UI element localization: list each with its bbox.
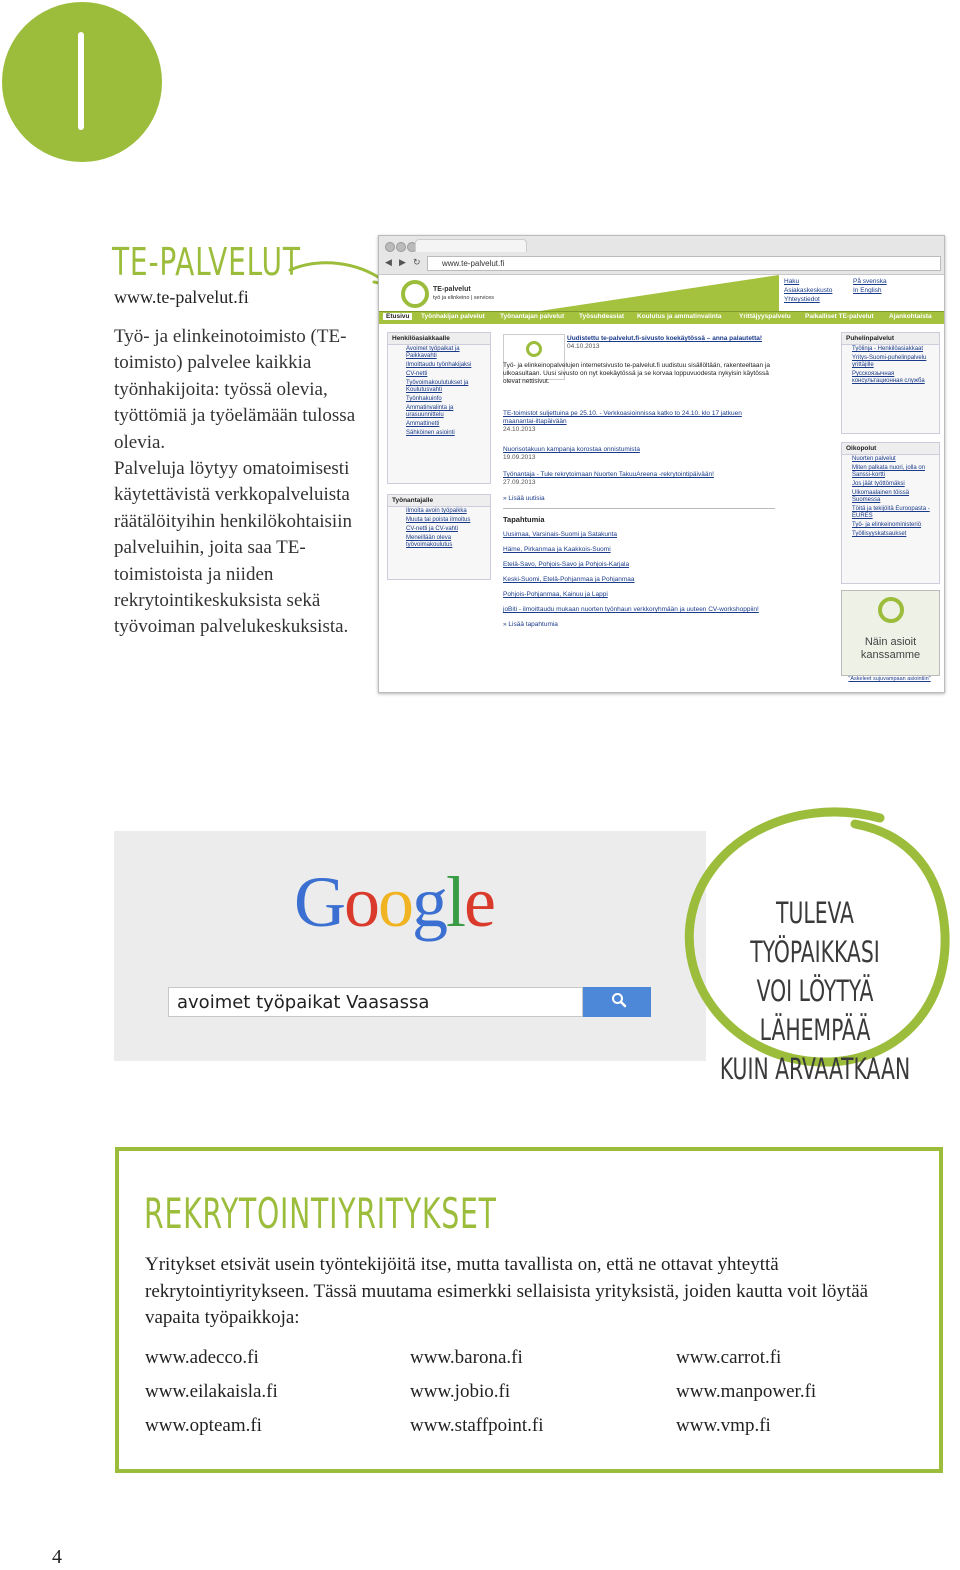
sidebar-link[interactable]: Töitä ja tekijöitä Euroopasta - EURES: [852, 506, 930, 519]
google-logo: [294, 862, 494, 942]
top-links-left: [784, 277, 832, 304]
nav-tyonantaja[interactable]: Työnantajan palvelut: [500, 313, 565, 320]
top-link-svenska[interactable]: På svenska: [853, 278, 887, 285]
event-link[interactable]: Keski-Suomi, Etelä-Pohjanmaa ja Pohjanmaa: [503, 576, 635, 583]
nav-tyosuhde[interactable]: Työsuhdeasiat: [579, 313, 625, 320]
sidebar-link[interactable]: Miten palkata nuori, jolla on Sanssi-kortti: [852, 465, 926, 478]
sidebar-link[interactable]: Työ- ja elinkeinoministeriö: [852, 522, 922, 528]
back-icon[interactable]: ◀: [385, 257, 392, 267]
sidebar-link[interactable]: CV-netti: [406, 371, 428, 377]
google-search-input[interactable]: avoimet työpaikat Vaasassa: [168, 987, 583, 1017]
recruitment-title: REKRYTOINTIYRITYKSET: [144, 1189, 497, 1238]
callout-line: KUIN ARVAATKAAN: [719, 1052, 911, 1086]
page-number: 4: [52, 1546, 62, 1568]
sidebar-title: Puhelinpalvelut: [842, 333, 939, 345]
te-paragraph-2: Palveluja löytyy omatoimisesti käytettävistä verkkopalveluista räätälöityihin henkilökohtaisiin palveluihin, joita saa TE-toimistoista ja niiden rekrytointikeskuksista sekä työvoiman palvelukeskuksista.: [114, 458, 352, 638]
top-link-yhteystiedot[interactable]: Yhteystiedot: [784, 296, 820, 303]
top-links-right: [853, 277, 887, 295]
promo-link[interactable]: "Askeleet sujuvampaan asiointiin": [848, 676, 931, 682]
news-date: 19.09.2013: [503, 454, 536, 461]
company-link[interactable]: www.jobio.fi: [410, 1381, 511, 1402]
event-link[interactable]: joBiti - ilmoittaudu mukaan nuorten työnhaun verkkoryhmään ja uuteen CV-workshoppiin!: [503, 606, 759, 613]
sidebar-link[interactable]: Jos jäät työttömäksi: [852, 481, 905, 487]
google-letter: o: [378, 862, 412, 942]
sidebar-link[interactable]: Sähköinen asiointi: [406, 430, 455, 436]
sidebar-link[interactable]: Avoimet työpaikat ja Paikkavahti: [406, 346, 460, 359]
company-link[interactable]: www.eilakaisla.fi: [145, 1381, 278, 1402]
promo-text: Näin asioit kanssamme: [860, 636, 921, 661]
links-row: [145, 1414, 905, 1448]
news-title[interactable]: Nuorisotakuun kampanja korostaa onnistumista: [503, 446, 640, 453]
nav-tyonhakija[interactable]: Työnhakijan palvelut: [421, 313, 485, 320]
events-list: [503, 531, 775, 629]
company-link[interactable]: www.opteam.fi: [145, 1415, 262, 1436]
nav-yrittajyys[interactable]: Yrittäjyyspalvelu: [739, 313, 791, 320]
events-title: Tapahtumia: [503, 515, 545, 524]
window-close-icon[interactable]: [385, 242, 395, 252]
sidebar-link[interactable]: Työnhakuinfo: [406, 396, 442, 402]
news-item-3: [503, 446, 775, 462]
news-title[interactable]: TE-toimistot suljettuina pe 25.10. - Verkkoasioinnissa katko to 24.10. klo 17 jatkuen maanantai-iltapäivään: [503, 410, 742, 425]
nav-ajankohtaista[interactable]: Ajankohtaista: [889, 313, 932, 320]
nav-koulutus[interactable]: Koulutus ja ammatinvalinta: [637, 313, 722, 320]
top-link-asiakaskeskus[interactable]: Asiakaskeskusto: [784, 287, 833, 294]
sidebar-link[interactable]: Русскоязычная консультационная служба: [852, 371, 925, 384]
promo-logo-icon: [878, 597, 904, 623]
te-paragraph-1: Työ- ja elinkeinotoimisto (TE-toimisto) palvelee kaikkia työnhakijoita: työssä olevia, työttömiä ja työelämään tulossa olevia.: [114, 326, 356, 453]
more-news-link[interactable]: » Lisää uutisia: [503, 495, 545, 502]
news-item-4: [503, 471, 775, 487]
company-link[interactable]: www.staffpoint.fi: [410, 1415, 544, 1436]
news-title[interactable]: Työnantaja - Tule rekrytoimaan Nuorten TakuuAreena -rekrytointipäivään!: [503, 471, 714, 478]
logo-name: TE-palvelut: [433, 286, 471, 293]
nav-paikalliset[interactable]: Paikalliset TE-palvelut: [805, 313, 874, 320]
event-link[interactable]: Uusimaa, Varsinais-Suomi ja Satakunta: [503, 531, 618, 538]
sidebar-link[interactable]: Työlinja - Henkilöasiakkaat: [852, 346, 924, 352]
sidebar-oikopolut: [841, 442, 940, 584]
sidebar-link[interactable]: Ilmoittaudu työnhakijaksi: [406, 362, 472, 368]
company-link[interactable]: www.manpower.fi: [676, 1381, 817, 1402]
browser-screenshot: [378, 235, 945, 693]
sidebar-link[interactable]: Nuorten palvelut: [852, 456, 896, 462]
recruitment-links: [145, 1346, 905, 1448]
te-section-body: [114, 324, 364, 641]
news-logo-icon: [526, 341, 542, 357]
sidebar-title: Työnantajalle: [388, 495, 490, 507]
chapter-badge-mark: [78, 32, 84, 130]
logo-sub: työ ja elinkeino | services: [433, 295, 495, 301]
window-minimize-icon[interactable]: [396, 242, 406, 252]
company-link[interactable]: www.barona.fi: [410, 1347, 523, 1368]
browser-tab[interactable]: [415, 239, 527, 252]
google-letter: G: [294, 862, 344, 942]
callout-line: VOI LÖYTYÄ LÄHEMPÄÄ: [756, 974, 874, 1047]
site-logo-icon[interactable]: [401, 280, 429, 308]
sidebar-link[interactable]: Työvoimakoulutukset ja Koulutusvahti: [406, 380, 469, 393]
forward-icon[interactable]: ▶: [399, 257, 406, 267]
sidebar-tyonantaja: [387, 494, 491, 580]
site-nav: [379, 311, 944, 324]
sidebar-henkiloasiakas: [387, 332, 491, 484]
divider: [503, 508, 775, 509]
sidebar-link[interactable]: Ammatinvalinta ja urasuunnittelu: [406, 405, 454, 418]
news-text-content: Työ- ja elinkeinopalvelujen internetsivusto te-palvelut.fi uudistuu sisällöltään, rakenteeltaan ja ulkoasultaan. Uusi sivusto on nyt koekäytössä ja se korvaa loppuvuodesta nykyisin käytössä olevat nettisivut.: [503, 362, 771, 385]
te-section-url[interactable]: www.te-palvelut.fi: [114, 287, 249, 307]
reload-icon[interactable]: ↻: [413, 257, 421, 267]
sidebar-link[interactable]: Meneillään oleva työvoimakoulutus: [406, 535, 453, 548]
more-events-link[interactable]: » Lisää tapahtumia: [503, 621, 558, 628]
nav-etusivu[interactable]: Etusivu: [383, 313, 412, 320]
promo-box[interactable]: [841, 590, 940, 676]
google-letter: e: [464, 862, 494, 942]
links-row: [145, 1346, 905, 1380]
sidebar-link[interactable]: Ammattinetti: [406, 421, 440, 427]
address-bar[interactable]: www.te-palvelut.fi: [427, 256, 941, 271]
site-logo-text: [433, 286, 494, 302]
news-item-1: [567, 335, 777, 351]
browser-chrome: [379, 236, 944, 275]
company-link[interactable]: www.carrot.fi: [676, 1347, 782, 1368]
sidebar-link[interactable]: Ilmoita avoin työpaikka: [406, 508, 467, 514]
links-row: [145, 1380, 905, 1414]
sidebar-title: Oikopolut: [842, 443, 939, 455]
news-date: 24.10.2013: [503, 426, 536, 433]
news-date: 27.09.2013: [503, 479, 536, 486]
event-link[interactable]: Häme, Pirkanmaa ja Kaakkois-Suomi: [503, 546, 611, 553]
sidebar-puhelinpalvelut: [841, 332, 940, 434]
recruitment-body: Yritykset etsivät usein työntekijöitä itse, mutta tavallista on, että ne ottavat yhteyttä rekrytointiyritykseen. Tässä muutama esimerkki sellaisista yrityksistä, joiden kautta voit löytää vapaita työpaikkoja:: [145, 1254, 869, 1328]
search-icon: [611, 992, 627, 1008]
te-section-title: TE-PALVELUT: [112, 240, 301, 284]
sidebar-title: Henkilöasiakkaalle: [388, 333, 490, 345]
top-link-haku[interactable]: Haku: [784, 278, 800, 285]
callout-line: TULEVA TYÖPAIKKASI: [750, 896, 880, 969]
sidebar-link[interactable]: Ulkomaalainen töissä Suomessa: [852, 490, 910, 503]
callout-text: [718, 894, 913, 1089]
company-link[interactable]: www.vmp.fi: [676, 1415, 771, 1436]
event-link[interactable]: Pohjois-Pohjanmaa, Kainuu ja Lappi: [503, 591, 608, 598]
sidebar-link[interactable]: Yritys-Suomi-puhelinpalvelu yrittäjille: [852, 355, 927, 368]
google-letter: l: [446, 862, 465, 942]
sidebar-link[interactable]: Työllisyyskatsaukset: [852, 531, 907, 537]
sidebar-link[interactable]: CV-netti ja CV-vahti: [406, 526, 459, 532]
news-item-2: [503, 410, 775, 434]
sidebar-link[interactable]: Muuta tai poista ilmoitus: [406, 517, 471, 523]
google-letter: g: [412, 862, 446, 942]
top-link-english[interactable]: In English: [853, 287, 882, 294]
news-title[interactable]: Uudistettu te-palvelut.fi-sivusto koekäytössä – anna palautetta!: [567, 335, 763, 342]
news-text: [503, 362, 775, 386]
event-link[interactable]: Etelä-Savo, Pohjois-Savo ja Pohjois-Karjala: [503, 561, 630, 568]
company-link[interactable]: www.adecco.fi: [145, 1347, 259, 1368]
news-date: 04.10.2013: [567, 343, 600, 350]
google-letter: o: [344, 862, 378, 942]
